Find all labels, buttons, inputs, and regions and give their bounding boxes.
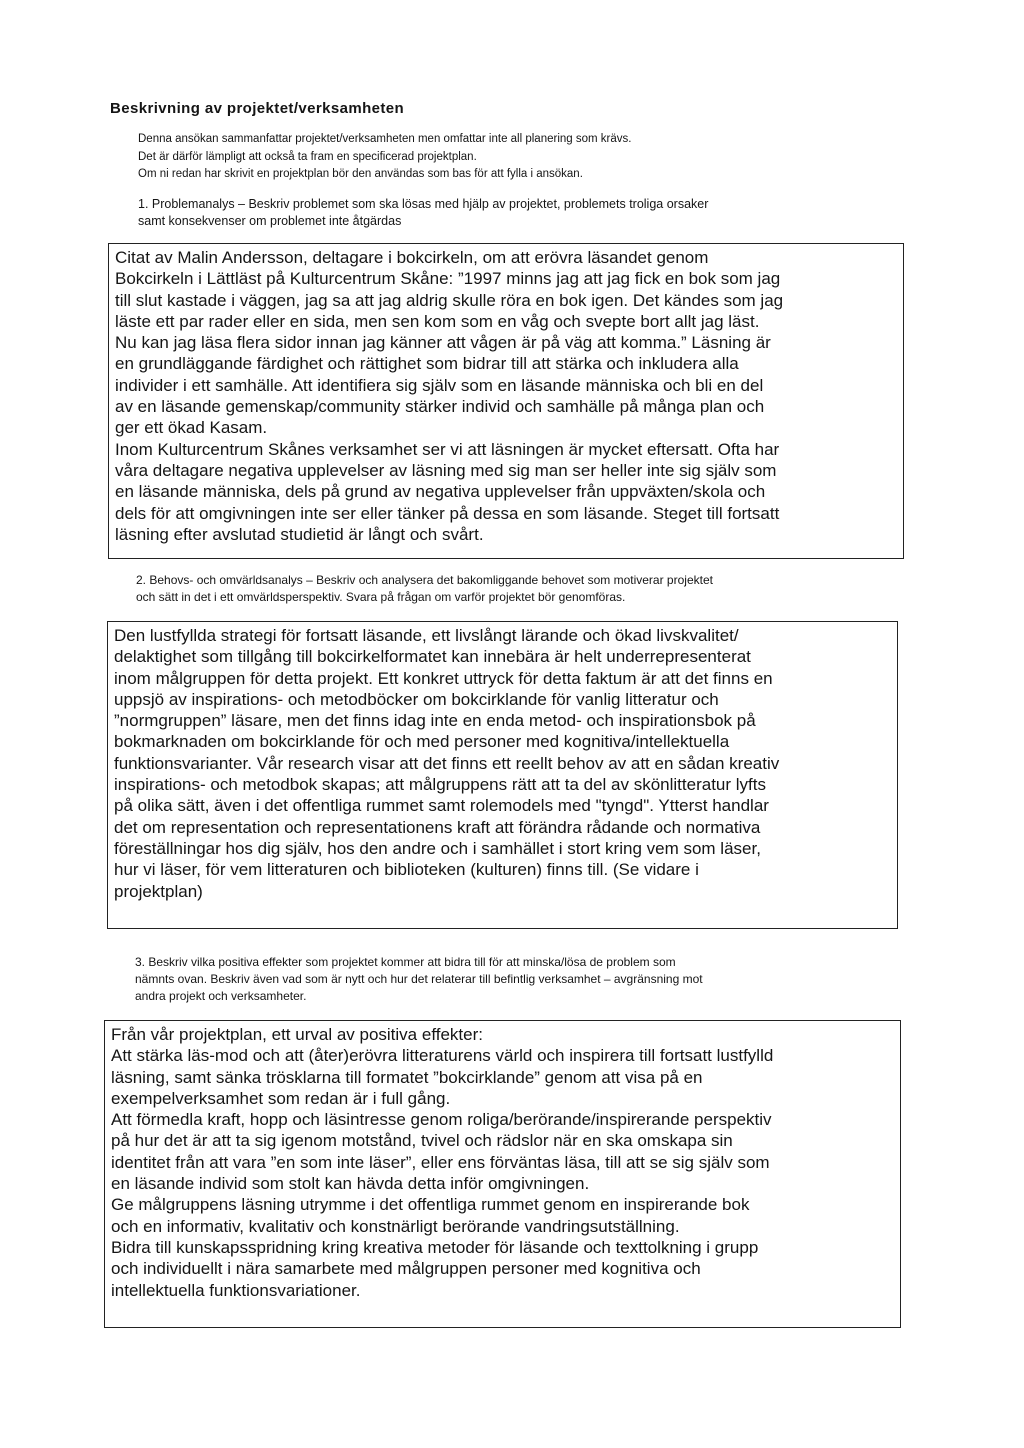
- answer-box-1[interactable]: [108, 243, 904, 559]
- answer-line: en läsande människa, dels på grund av negativa upplevelser från uppväxten/skola och: [115, 482, 766, 502]
- answer-line: och individuellt i nära samarbete med målgruppen personer med kognitiva och: [111, 1259, 701, 1279]
- answer-line: Nu kan jag läsa flera sidor innan jag känner att vågen är på väg att komma.” Läsning är: [115, 333, 771, 353]
- answer-line: det om representation och representationens kraft att förändra rådande och normativa: [114, 817, 761, 837]
- answer-line: till slut kastade i väggen, jag sa att jag aldrig skulle röra en bok igen. Det kändes som jag: [115, 290, 784, 310]
- question-1-problem-analysis: [138, 196, 708, 230]
- intro-line: Denna ansökan sammanfattar projektet/verksamheten men omfattar inte all planering som krävs.: [138, 133, 632, 145]
- page-heading: Beskrivning av projektet/verksamheten: [110, 100, 405, 117]
- question-3-positive-effects: [135, 954, 703, 1005]
- intro-line: Om ni redan har skrivit en projektplan bör den användas som bas för att fylla i ansökan.: [138, 168, 583, 180]
- answer-line: Inom Kulturcentrum Skånes verksamhet ser vi att läsningen är mycket eftersatt. Ofta har: [115, 439, 780, 459]
- answer-line: ”normgruppen” läsare, men det finns idag inte en enda metod- och inspirationsbok på: [114, 711, 756, 731]
- answer-line: delaktighet som tillgång till bokcirkelformatet kan innebära är helt underrepresenterat: [114, 647, 751, 667]
- answer-line: läsning, samt sänka trösklarna till formatet ”bokcirklande” genom att visa på en: [111, 1067, 703, 1087]
- answer-line: funktionsvarianter. Vår research visar att det finns ett reellt behov av att en sådan kreativ: [114, 753, 780, 773]
- answer-line: våra deltagare negativa upplevelser av läsning med sig man ser heller inte sig själv som: [115, 460, 777, 480]
- answer-line: inspirations- och metodbok skapas; att målgruppens rätt att ta del av skönlitteratur lyfts: [114, 775, 766, 795]
- answer-line: på olika sätt, även i det offentliga rummet samt rolemodels med "tyngd". Ytterst handlar: [114, 796, 769, 816]
- answer-line: Bokcirkeln i Lättläst på Kulturcentrum Skåne: ”1997 minns jag att jag fick en bok som jag: [115, 269, 781, 289]
- answer-line: intellektuella funktionsvariationer.: [111, 1280, 361, 1300]
- question-2-needs-analysis: [136, 572, 713, 606]
- answer-line: och en informativ, kvalitativ och konstnärligt berörande vandringsutställning.: [111, 1216, 680, 1236]
- question-line: och sätt in det i ett omvärldsperspektiv. Svara på frågan om varför projektet bör genomföras.: [136, 590, 626, 604]
- answer-box-3[interactable]: [104, 1020, 901, 1328]
- question-line: andra projekt och verksamheter.: [135, 989, 307, 1003]
- answer-line: en grundläggande färdighet och rättighet som bidrar till att stärka och inkludera alla: [115, 354, 739, 374]
- answer-line: Ge målgruppens läsning utrymme i det offentliga rummet genom en inspirerande bok: [111, 1195, 750, 1215]
- intro-text: [138, 131, 631, 184]
- answer-line: läsning efter avslutad studietid är långt och svårt.: [115, 524, 484, 544]
- answer-line: Bidra till kunskapsspridning kring kreativa metoder för läsande och texttolkning i grupp: [111, 1237, 759, 1257]
- answer-line: Citat av Malin Andersson, deltagare i bokcirkeln, om att erövra läsandet genom: [115, 248, 709, 267]
- answer-line: projektplan): [114, 881, 203, 901]
- answer-line: exempelverksamhet som redan är i full gång.: [111, 1088, 451, 1108]
- question-line: samt konsekvenser om problemet inte åtgärdas: [138, 214, 402, 228]
- answer-line: inom målgruppen för detta projekt. Ett konkret uttryck för detta faktum är att det finns en: [114, 668, 773, 688]
- answer-line: läste ett par rader eller en sida, men sen kom som en våg och svepte bort allt jag läst.: [115, 311, 760, 331]
- answer-line: individer i ett samhälle. Att identifiera sig själv som en läsande människa och bli en del: [115, 375, 764, 395]
- answer-line: en läsande individ som stolt kan hävda detta inför omgivningen.: [111, 1174, 590, 1194]
- answer-line: ger ett ökad Kasam.: [115, 418, 268, 438]
- answer-line: uppsjö av inspirations- och metodböcker om bokcirklande för vanlig litteratur och: [114, 689, 719, 709]
- answer-line: föreställningar hos dig själv, hos den andre och i samhället i stort kring vem som läser,: [114, 838, 761, 858]
- answer-line: Från vår projektplan, ett urval av positiva effekter:: [111, 1025, 483, 1044]
- answer-line: Att förmedla kraft, hopp och läsintresse genom roliga/berörande/inspirerande perspektiv: [111, 1110, 772, 1130]
- question-line: 1. Problemanalys – Beskriv problemet som ska lösas med hjälp av projektet, problemets troliga orsaker: [138, 197, 709, 211]
- answer-line: dels för att omgivningen inte ser eller tänker på dessa en som läsande. Steget till fortsatt: [115, 503, 780, 523]
- answer-line: identitet från att vara ”en som inte läser”, eller ens förväntas läsa, till att se sig själv som: [111, 1152, 770, 1172]
- answer-line: Den lustfyllda strategi för fortsatt läsande, ett livslångt lärande och ökad livskvalitet/: [114, 626, 739, 645]
- question-line: 2. Behovs- och omvärldsanalys – Beskriv och analysera det bakomliggande behovet som motiverar projektet: [136, 573, 713, 587]
- answer-box-2[interactable]: [107, 621, 898, 929]
- answer-line: av en läsande gemenskap/community stärker individ och samhälle på många plan och: [115, 397, 765, 417]
- answer-line: på hur det är att ta sig igenom motstånd, tvivel och rädslor när en ska omskapa sin: [111, 1131, 733, 1151]
- answer-line: Att stärka läs-mod och att (åter)erövra litteraturens värld och inspirera till fortsatt lustfylld: [111, 1046, 774, 1066]
- answer-line: bokmarknaden om bokcirklande för och med personer med kognitiva/intellektuella: [114, 732, 730, 752]
- answer-line: hur vi läser, för vem litteraturen och biblioteken (kulturen) finns till. (Se vidare i: [114, 860, 699, 880]
- question-line: nämnts ovan. Beskriv även vad som är nytt och hur det relaterar till befintlig verksamhet – avgränsning mot: [135, 972, 703, 986]
- intro-line: Det är därför lämpligt att också ta fram en specificerad projektplan.: [138, 150, 477, 163]
- question-line: 3. Beskriv vilka positiva effekter som projektet kommer att bidra till för att minska/lösa de problem som: [135, 955, 676, 969]
